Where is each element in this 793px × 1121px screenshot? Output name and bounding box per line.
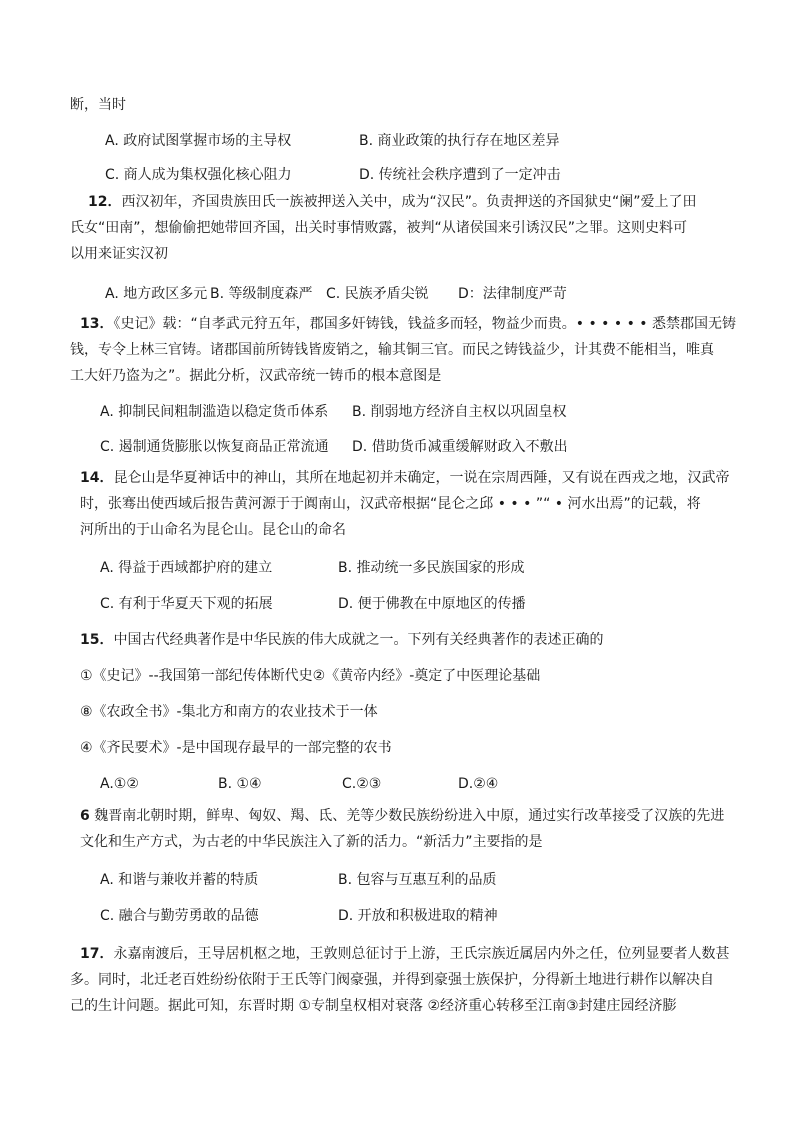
q17-text-1: 永嘉南渡后，王导居机枢之地，王敦则总征讨于上游，王氏宗族近属居内外之任，位列显要者人数甚: [113, 946, 730, 962]
q13-text-1: 《史记》载：“自孝武元狩五年，郡国多奸铸钱，钱益多而轻，物益少而贵。• • • • • • 悉禁郡国无铸: [113, 316, 736, 332]
q15-stem: [80, 630, 603, 650]
q14-stem-line-1: [80, 468, 729, 488]
q16-stem-line-1: [80, 806, 724, 826]
q13-option-b: B. 削弱地方经济自主权以巩固皇权: [352, 404, 567, 420]
q17-stem-line-1: [80, 944, 729, 964]
q15-item-4: ④《齐民要术》-是中国现存最早的一部完整的农书: [80, 740, 392, 756]
q12-number: 12．: [88, 194, 122, 210]
q14-option-b: B. 推动统一多民族国家的形成: [338, 560, 525, 576]
q13-option-c: C. 遏制通货膨胀以恢复商品正常流通: [100, 439, 329, 455]
q15-option-d: D.②④: [458, 776, 499, 792]
q14-stem-line-2: 时，张骞出使西域后报告黄河源于于阗南山，汉武帝根据“昆仑之邱 • • • ”“ • 河水出焉”的记载，将: [80, 496, 701, 512]
q11-option-c: C. 商人成为集权强化核心阻力: [105, 167, 292, 183]
q12-stem-line-2: 氏女“田南”，想偷偷把她带回齐国，出关时事情败露，被判“从诸侯国来引诱汉民”之罪。这则史料可: [70, 220, 688, 236]
q12-stem-line-1: [88, 192, 697, 212]
q11-option-d: D. 传统社会秩序遭到了一定冲击: [359, 167, 561, 183]
q13-stem-line-1: [80, 314, 736, 334]
q15-option-b: B. ①④: [218, 776, 262, 792]
q17-stem-line-3: 己的生计问题。据此可知，东晋时期 ①专制皇权相对衰落 ②经济重心转移至江南③封建庄园经济膨: [70, 998, 677, 1014]
q15-option-c: C.②③: [342, 776, 382, 792]
q12-option-c: C. 民族矛盾尖锐: [326, 286, 429, 302]
q17-number: 17．: [80, 946, 114, 962]
q16-option-d: D. 开放和积极进取的精神: [338, 908, 498, 924]
q11-option-a: A. 政府试图掌握市场的主导权: [105, 133, 292, 149]
q11-stem-tail: 断，当时: [70, 97, 126, 113]
q12-option-a: A. 地方政区多元: [105, 286, 208, 302]
q12-text-1: 西汉初年，齐国贵族田氏一族被押送入关中，成为“汉民”。负责押送的齐国狱史“阑”爱上了田: [121, 194, 697, 210]
q15-text: 中国古代经典著作是中华民族的伟大成就之一。下列有关经典著作的表述正确的: [113, 632, 604, 648]
q16-number: 6: [80, 808, 90, 824]
q13-number: 13．: [80, 316, 114, 332]
q14-number: 14．: [80, 470, 114, 486]
q16-option-a: A. 和谐与兼收并蓄的特质: [100, 872, 259, 888]
q11-option-b: B. 商业政策的执行存在地区差异: [359, 133, 560, 149]
q13-option-d: D. 借助货币减重缓解财政入不敷出: [352, 439, 568, 455]
q16-option-b: B. 包容与互惠互利的品质: [338, 872, 497, 888]
q15-item-3: ⑧《农政全书》-集北方和南方的农业技术于一体: [80, 704, 378, 720]
q13-option-a: A. 抑制民间粗制滥造以稳定货币体系: [100, 404, 329, 420]
q12-stem-line-3: 以用来证实汉初: [70, 246, 168, 262]
q12-option-b: B. 等级制度森严: [210, 286, 313, 302]
q15-item-1-2: ①《史记》--我国第一部纪传体断代史②《黄帝内经》-奠定了中医理论基础: [80, 668, 541, 684]
q15-number: 15．: [80, 632, 114, 648]
q16-text-1: 魏晋南北朝时期，鲜卑、匈奴、羯、氐、羌等少数民族纷纷进入中原，通过实行改革接受了汉族的先进: [89, 808, 725, 824]
q14-option-a: A. 得益于西域都护府的建立: [100, 560, 273, 576]
q15-option-a: A.①②: [100, 776, 139, 792]
q16-option-c: C. 融合与勤劳勇敢的品德: [100, 908, 259, 924]
q17-stem-line-2: 多。同时，北迁老百姓纷纷依附于王氏等门阀豪强，并得到豪强士族保护，分得新土地进行耕作以解决自: [70, 972, 714, 988]
q14-option-c: C. 有利于华夏天下观的拓展: [100, 596, 273, 612]
q13-stem-line-2: 钱，专令上林三官铸。诸郡国前所铸钱皆废销之，输其铜三官。而民之铸钱益少，计其费不能相当，唯真: [70, 342, 714, 358]
q14-text-1: 昆仑山是华夏神话中的神山，其所在地起初并未确定，一说在宗周西陲，又有说在西戎之地，汉武帝: [113, 470, 730, 486]
q16-stem-line-2: 文化和生产方式，为古老的中华民族注入了新的活力。“新活力”主要指的是: [80, 834, 543, 850]
q12-option-d: D：法律制度严苛: [458, 286, 567, 302]
q13-stem-line-3: 工大奸乃盗为之”。据此分析，汉武帝统一铸币的根本意图是: [70, 368, 442, 384]
q14-stem-line-3: 河所出的于山命名为昆仑山。昆仑山的命名: [80, 522, 346, 538]
q14-option-d: D. 便于佛教在中原地区的传播: [338, 596, 526, 612]
